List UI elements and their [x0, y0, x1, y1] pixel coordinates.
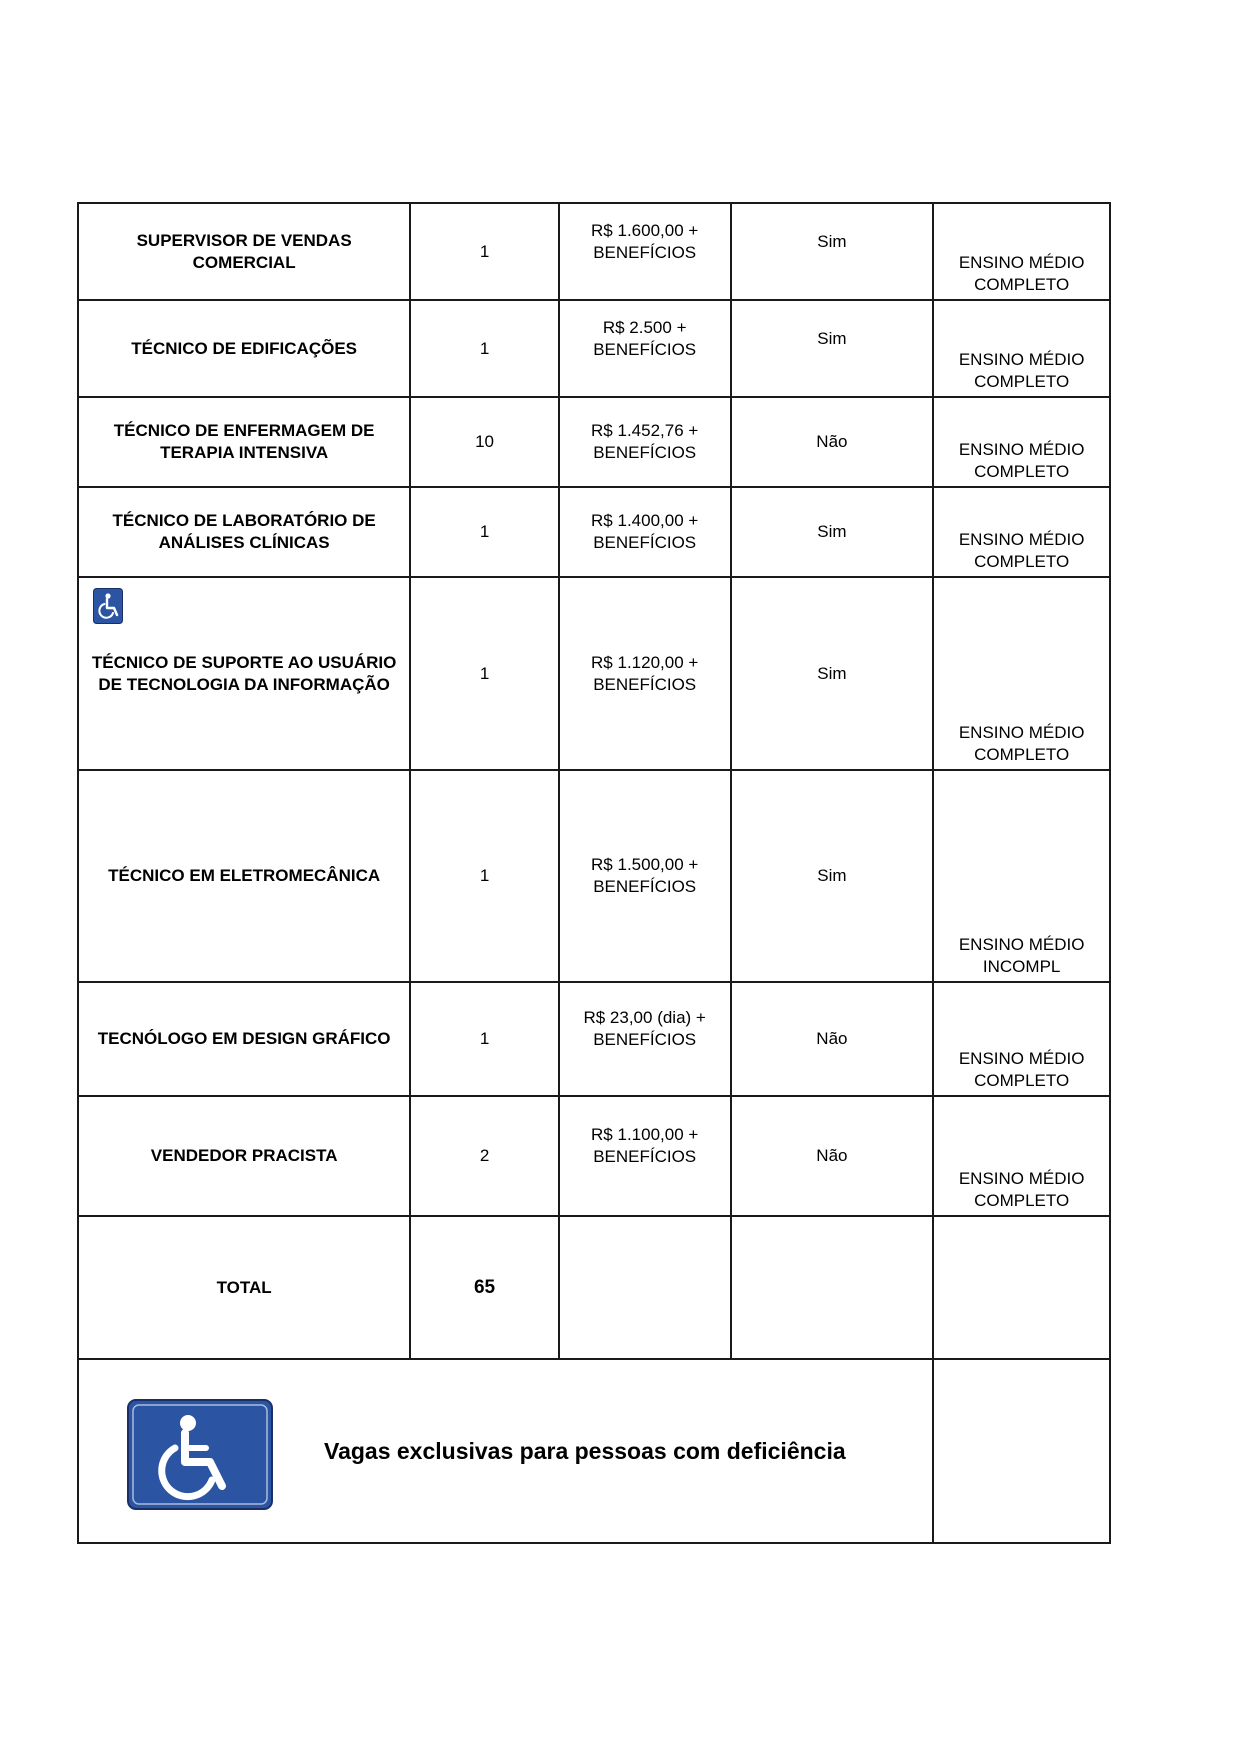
benefit-cell: [731, 203, 934, 300]
job-title-cell: [78, 982, 410, 1096]
vacancy-quantity: 1: [479, 866, 490, 885]
salary-cell: [559, 203, 731, 300]
education-cell: [933, 1096, 1110, 1216]
table-row: [78, 770, 1110, 982]
job-title: TÉCNICO DE ENFERMAGEM DE TERAPIA INTENSIVA: [113, 421, 375, 462]
vacancy-quantity: 1: [479, 338, 490, 358]
education: ENSINO MÉDIO COMPLETO: [958, 530, 1085, 571]
benefit-flag: Sim: [817, 231, 847, 251]
total-value: 65: [473, 1276, 496, 1298]
education: ENSINO MÉDIO COMPLETO: [958, 350, 1085, 391]
salary-cell: [559, 577, 731, 770]
job-title-cell: [78, 397, 410, 487]
benefit-cell: [731, 397, 934, 487]
job-title-cell: [78, 770, 410, 982]
quantity-cell: [410, 982, 559, 1096]
quantity-cell: [410, 397, 559, 487]
total-label-cell: [78, 1216, 410, 1359]
quantity-cell: [410, 487, 559, 577]
benefit-flag: Não: [816, 1146, 848, 1165]
quantity-cell: [410, 300, 559, 397]
vacancy-quantity: 1: [479, 663, 490, 683]
empty-cell: [933, 1359, 1110, 1543]
salary: R$ 23,00 (dia) + BENEFÍCIOS: [583, 1008, 706, 1049]
benefit-cell: [731, 487, 934, 577]
table-row: [78, 982, 1110, 1096]
benefit-flag: Não: [816, 432, 848, 451]
quantity-cell: [410, 577, 559, 770]
table-row: [78, 397, 1110, 487]
job-title: TÉCNICO DE SUPORTE AO USUÁRIO DE TECNOLOGIA DA INFORMAÇÃO: [91, 652, 397, 694]
quantity-cell: [410, 1096, 559, 1216]
education: ENSINO MÉDIO COMPLETO: [958, 1169, 1085, 1210]
education-cell: [933, 577, 1110, 770]
table-row: [78, 1096, 1110, 1216]
education: ENSINO MÉDIO COMPLETO: [958, 440, 1085, 481]
salary: R$ 1.600,00 + BENEFÍCIOS: [591, 220, 699, 262]
benefit-flag: Sim: [817, 663, 847, 683]
benefit-flag: Sim: [817, 328, 847, 348]
job-title: VENDEDOR PRACISTA: [150, 1146, 338, 1165]
education-cell: [933, 770, 1110, 982]
benefit-flag: Sim: [817, 522, 847, 541]
total-row: [78, 1216, 1110, 1359]
job-title: TÉCNICO DE LABORATÓRIO DE ANÁLISES CLÍNICAS: [112, 511, 376, 552]
vacancy-quantity: 2: [479, 1146, 490, 1165]
benefit-flag: Não: [816, 1029, 848, 1048]
table-row: [78, 487, 1110, 577]
quantity-cell: [410, 770, 559, 982]
job-title-cell: [78, 577, 410, 770]
salary: R$ 1.100,00 + BENEFÍCIOS: [591, 1125, 699, 1166]
education: ENSINO MÉDIO INCOMPL: [958, 935, 1085, 976]
salary-cell: [559, 770, 731, 982]
benefit-cell: [731, 300, 934, 397]
empty-cell: [731, 1216, 934, 1359]
job-title: TÉCNICO DE EDIFICAÇÕES: [131, 338, 358, 358]
job-title-cell: [78, 300, 410, 397]
quantity-cell: [410, 203, 559, 300]
salary-cell: [559, 397, 731, 487]
benefit-flag: Sim: [817, 866, 847, 885]
education-cell: [933, 397, 1110, 487]
legend-cell: [78, 1359, 933, 1543]
salary: R$ 1.500,00 + BENEFÍCIOS: [591, 855, 699, 896]
salary: R$ 1.120,00 + BENEFÍCIOS: [591, 652, 699, 694]
salary: R$ 1.452,76 + BENEFÍCIOS: [591, 421, 699, 462]
legend-text: Vagas exclusivas para pessoas com deficiência: [324, 1438, 846, 1464]
job-title: SUPERVISOR DE VENDAS COMERCIAL: [136, 230, 352, 272]
salary-cell: [559, 487, 731, 577]
education-cell: [933, 487, 1110, 577]
table-row: [78, 577, 1110, 770]
table-row: [78, 300, 1110, 397]
legend-row: [78, 1359, 1110, 1543]
empty-cell: [933, 1216, 1110, 1359]
table-row: [78, 203, 1110, 300]
benefit-cell: [731, 982, 934, 1096]
salary: R$ 2.500 + BENEFÍCIOS: [593, 317, 697, 359]
wheelchair-icon: [126, 1398, 274, 1511]
education-cell: [933, 203, 1110, 300]
education: ENSINO MÉDIO COMPLETO: [958, 253, 1085, 294]
education: ENSINO MÉDIO COMPLETO: [958, 723, 1085, 764]
wheelchair-icon: [93, 588, 123, 624]
education-cell: [933, 982, 1110, 1096]
vacancy-quantity: 1: [479, 241, 490, 261]
empty-cell: [559, 1216, 731, 1359]
job-title-cell: [78, 487, 410, 577]
vacancy-quantity: 1: [479, 522, 490, 541]
total-value-cell: [410, 1216, 559, 1359]
benefit-cell: [731, 1096, 934, 1216]
vacancy-quantity: 10: [475, 432, 495, 451]
salary-cell: [559, 982, 731, 1096]
benefit-cell: [731, 770, 934, 982]
total-label: TOTAL: [216, 1277, 272, 1297]
vacancy-quantity: 1: [479, 1029, 490, 1048]
job-title: TÉCNICO EM ELETROMECÂNICA: [108, 866, 381, 885]
job-rows: [78, 203, 1110, 1543]
education: ENSINO MÉDIO COMPLETO: [958, 1049, 1085, 1090]
job-title: TECNÓLOGO EM DESIGN GRÁFICO: [97, 1029, 391, 1048]
salary-cell: [559, 300, 731, 397]
education-cell: [933, 300, 1110, 397]
job-title-cell: [78, 203, 410, 300]
benefit-cell: [731, 577, 934, 770]
job-title-cell: [78, 1096, 410, 1216]
salary: R$ 1.400,00 + BENEFÍCIOS: [591, 511, 699, 552]
job-vacancies-table: [77, 202, 1111, 1544]
salary-cell: [559, 1096, 731, 1216]
